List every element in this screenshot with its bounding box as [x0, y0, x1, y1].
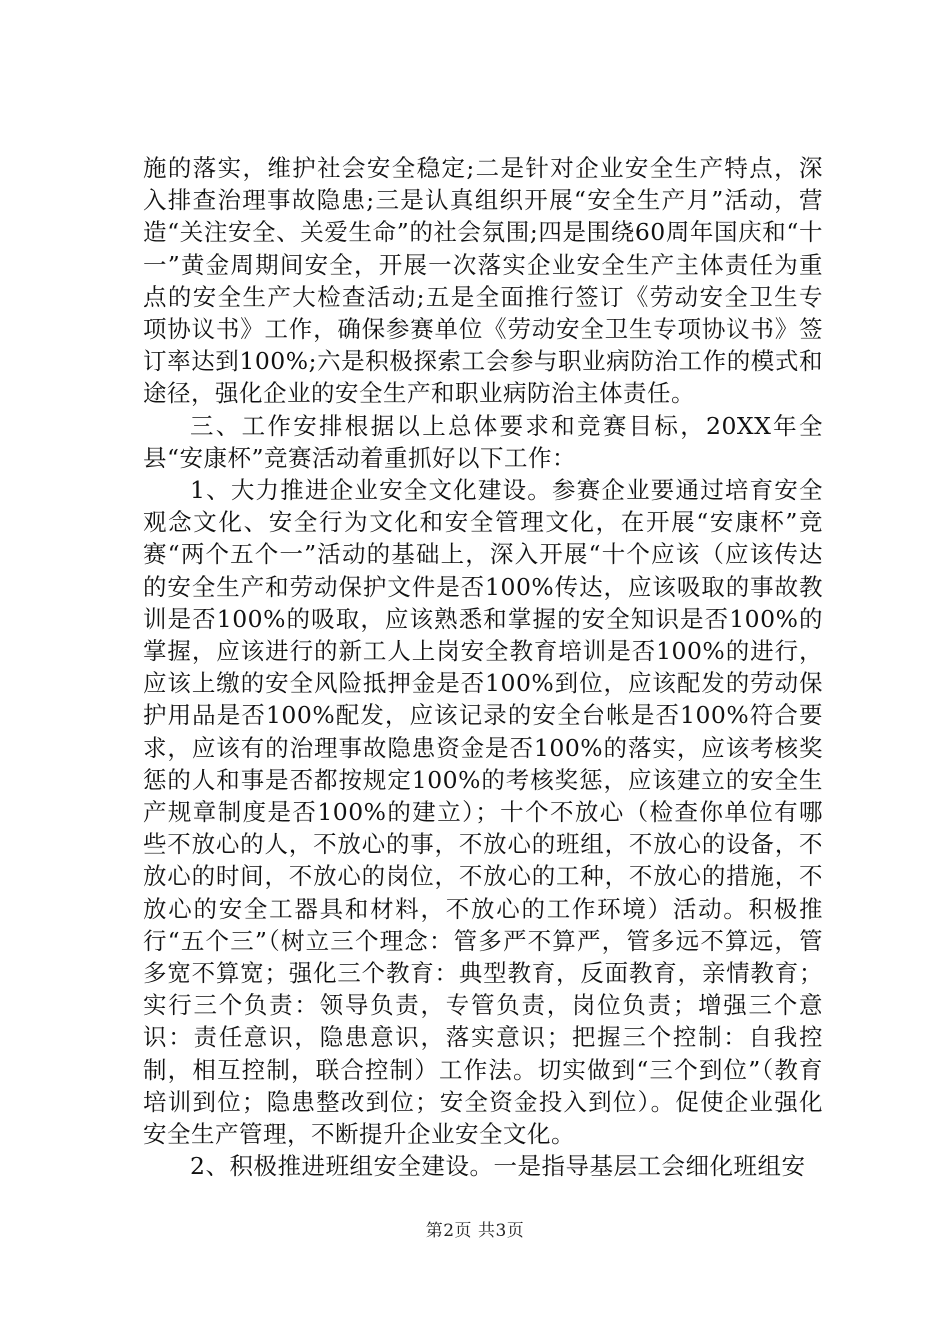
paragraph-continuation: 施的落实，维护社会安全稳定;二是针对企业安全生产特点，深入排查治理事故隐患;三是认真组织开展“安全生产月”活动，营造“关注安全、关爱生命”的社会氛围;四是围绕60周年国庆和“十一”黄金周期间安全，开展一次落实企业安全生产主体责任为重点的安全生产大检查活动;五是全面推行签订《劳动安全卫生专项协议书》工作，确保参赛单位《劳动安全卫生专项协议书》签订率达到100%;六是积极探索工会参与职业病防治工作的模式和途径，强化企业的安全生产和职业病防治主体责任。 — [143, 154, 823, 408]
paragraph-item-two: 2、积极推进班组安全建设。一是指导基层工会细化班组安 — [190, 1152, 806, 1181]
paragraph-item-one: 1、大力推进企业安全文化建设。参赛企业要通过培育安全观念文化、安全行为文化和安全管理文化，在开展“安康杯”竞赛“两个五个一”活动的基础上，深入开展“十个应该（应该传达的安全生产和劳动保护文件是否100%传达，应该吸取的事故教训是否100%的吸取，应该熟悉和掌握的安全知识是否100%的掌握，应该进行的新工人上岗安全教育培训是否100%的进行，应该上缴的安全风险抵押金是否100%到位，应该配发的劳动保护用品是否100%配发，应该记录的安全台帐是否100%符合要求，应该有的治理事故隐患资金是否100%的落实，应该考核奖惩的人和事是否都按规定100%的考核奖惩，应该建立的安全生产规章制度是否100%的建立）；十个不放心（检查你单位有哪些不放心的人，不放心的事，不放心的班组，不放心的设备，不放心的时间，不放心的岗位，不放心的工种，不放心的措施，不放心的安全工器具和材料，不放心的工作环境）活动。积极推行“五个三”（树立三个理念：管多严不算严，管多远不算远，管多宽不算宽；强化三个教育：典型教育，反面教育，亲情教育；实行三个负责：领导负责，专管负责，岗位负责；增强三个意识：责任意识，隐患意识，落实意识；把握三个控制：自我控制，相互控制，联合控制）工作法。切实做到“三个到位”（教育培训到位；隐患整改到位；安全资金投入到位）。促使企业强化安全生产管理，不断提升企业安全文化。 — [143, 476, 823, 1149]
document-body — [143, 152, 823, 1183]
page-number-footer: 第2页 共3页 — [425, 1221, 525, 1241]
paragraph-section-three: 三、工作安排根据以上总体要求和竞赛目标，20XX年全县“安康杯”竞赛活动着重抓好以下工作： — [143, 411, 823, 472]
